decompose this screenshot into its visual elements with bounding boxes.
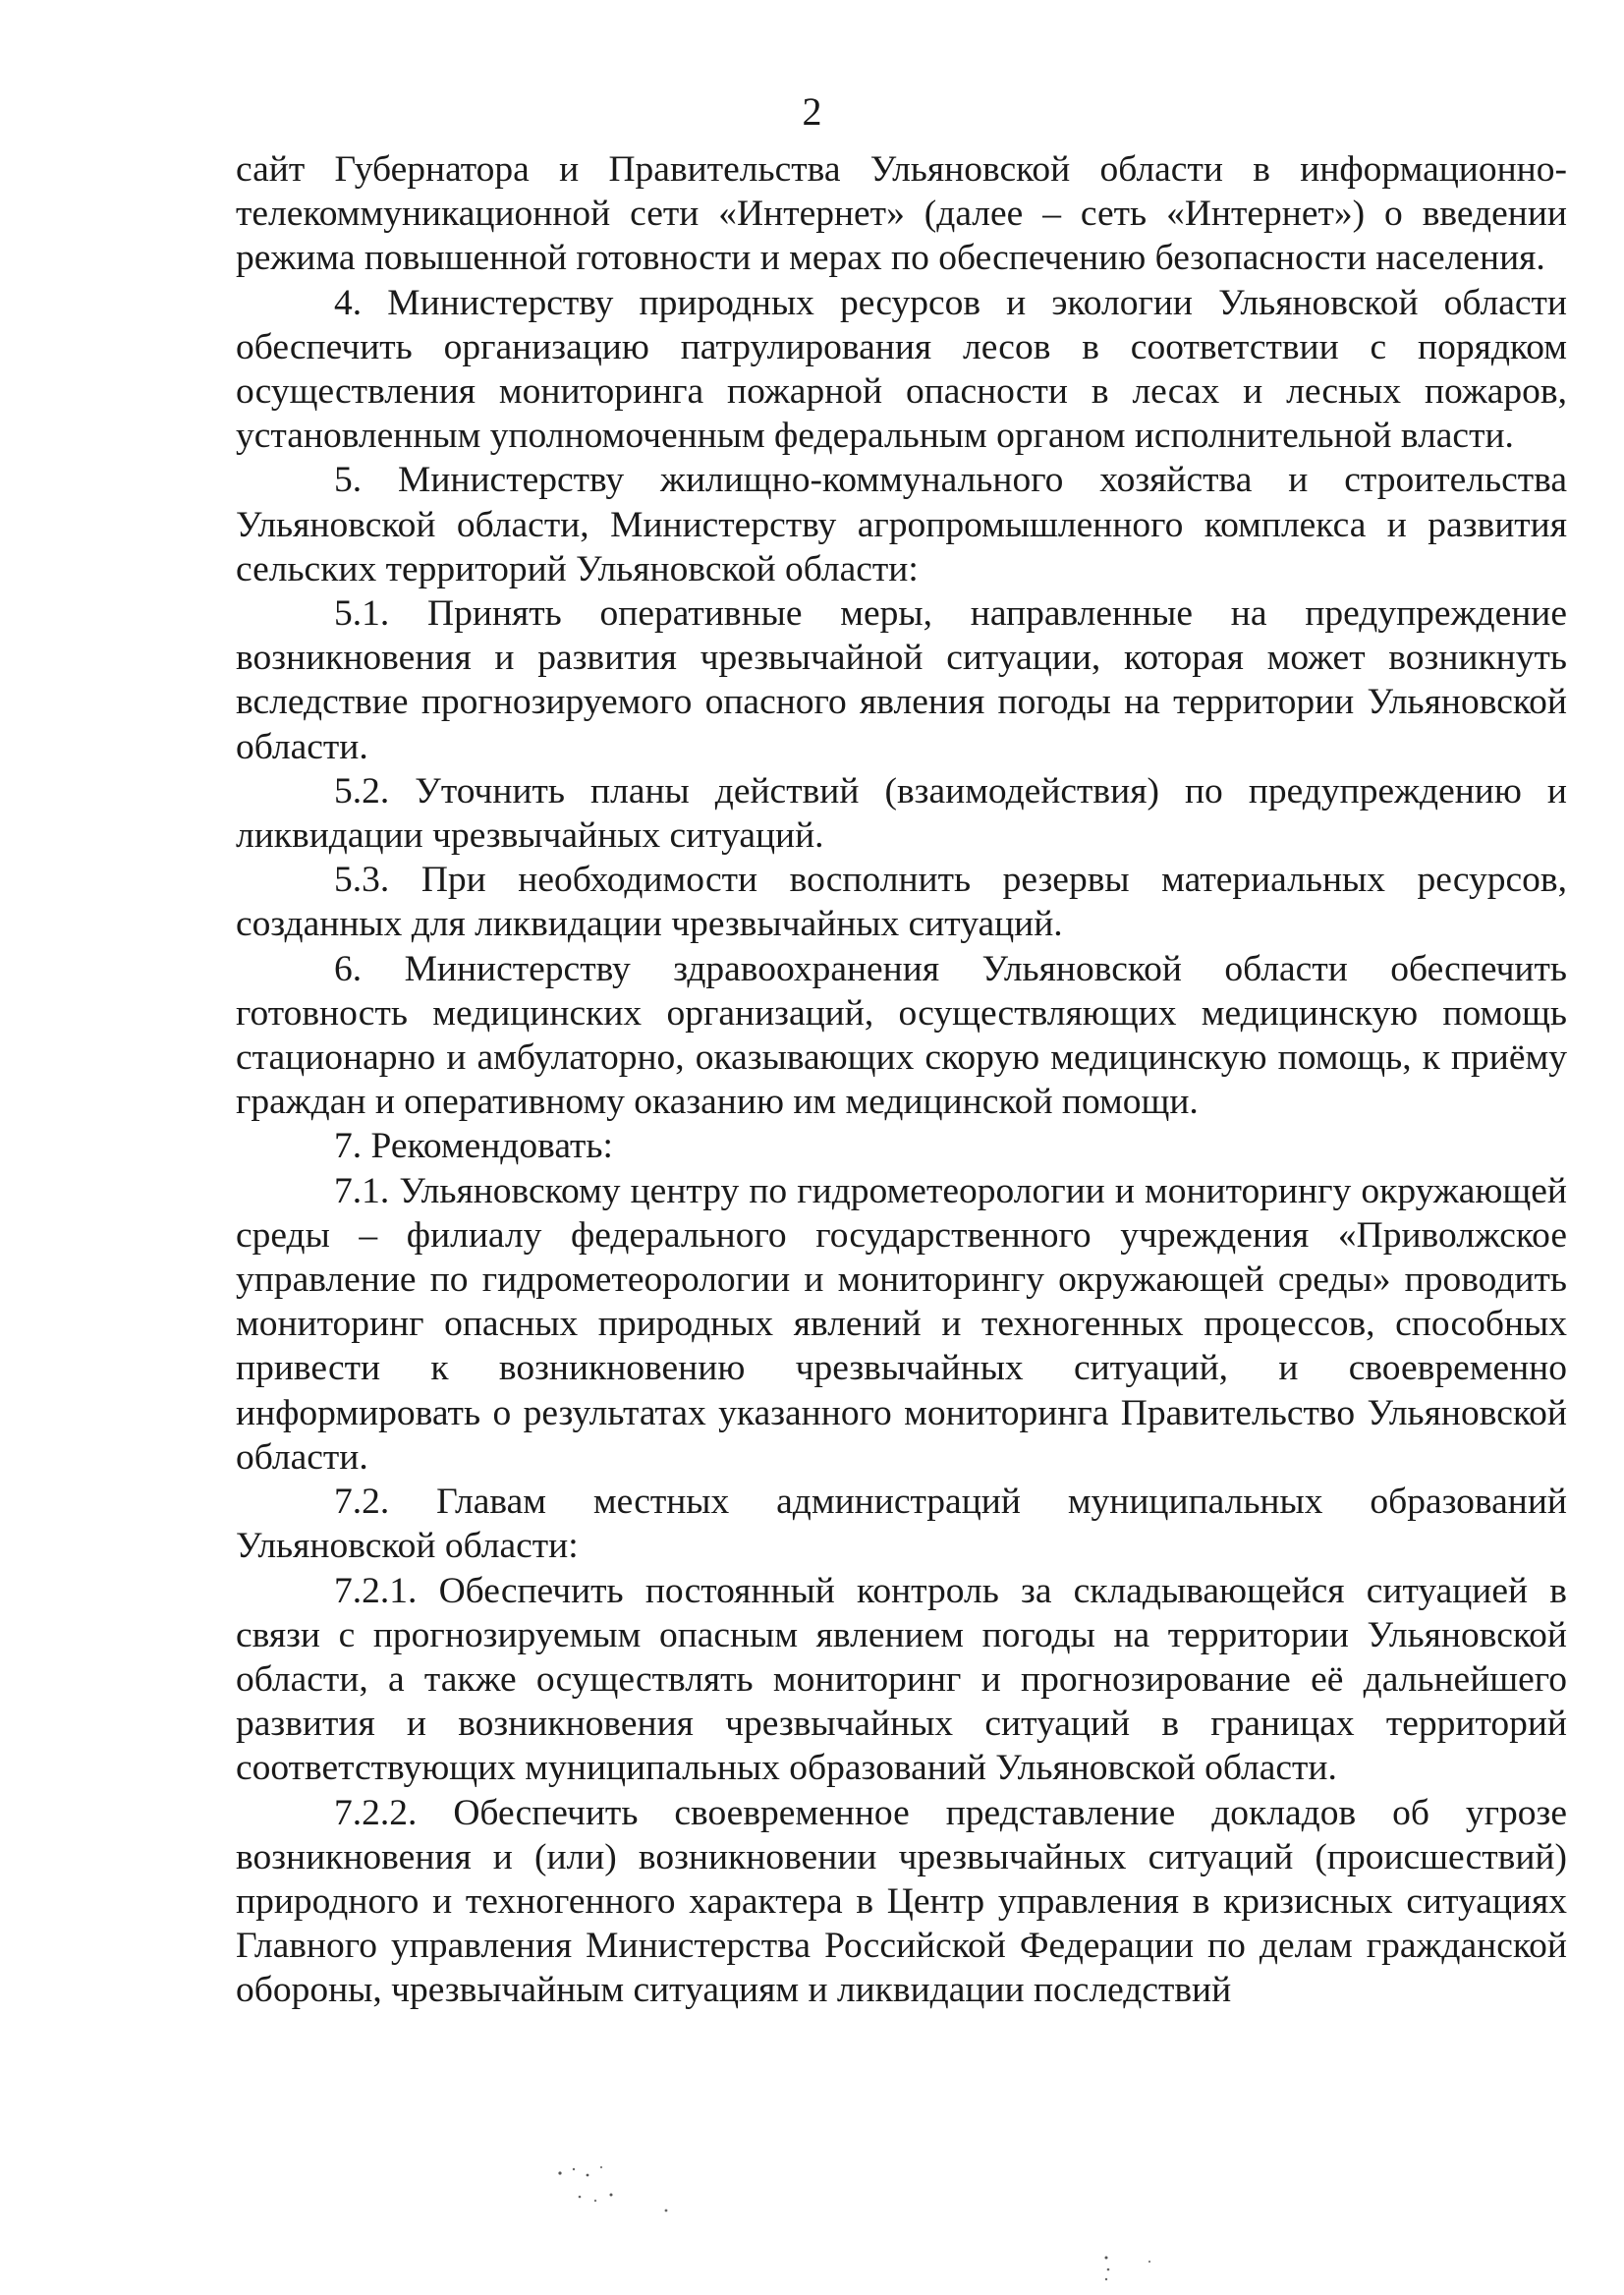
paragraph-item-5-2: 5.2. Уточнить планы действий (взаимодействия) по предупреждению и ликвидации чрезвычайных ситуаций.: [236, 770, 1567, 857]
scan-speckle-marks: [550, 2161, 688, 2220]
paragraph-item-5-1: 5.1. Принять оперативные меры, направленные на предупреждение возникновения и развития чрезвычайной ситуации, которая может возникнуть вследствие прогнозируемого опасного явления погоды на территории Ульяновской области.: [236, 593, 1567, 767]
paragraph-item-7: 7. Рекомендовать:: [334, 1126, 613, 1167]
paragraph-continuation: сайт Губернатора и Правительства Ульяновской области в информационно-телекоммуникационной сети «Интернет» (далее – сеть «Интернет») о введении режима повышенной готовности и мерах по обеспечению безопасности населения.: [236, 149, 1567, 279]
paragraph-item-4: 4. Министерству природных ресурсов и экологии Ульяновской области обеспечить организацию патрулирования лесов в соответствии с порядком осуществления мониторинга пожарной опасности в лесах и лесных пожаров, установленным уполномоченным федеральным органом исполнительной власти.: [236, 282, 1567, 457]
scan-speckle-marks-right: [1100, 2250, 1159, 2289]
document-body: [236, 147, 1567, 2013]
paragraph-item-7-2-1: 7.2.1. Обеспечить постоянный контроль за складывающейся ситуацией в связи с прогнозируемым опасным явлением погоды на территории Ульяновской области, а также осуществлять мониторинг и прогнозирование её дальнейшего развития и возникновения чрезвычайных ситуаций в границах территорий соответствующих муниципальных образований Ульяновской области.: [236, 1570, 1567, 1789]
page-number: 2: [802, 89, 822, 134]
paragraph-item-5-3: 5.3. При необходимости восполнить резервы материальных ресурсов, созданных для ликвидации чрезвычайных ситуаций.: [236, 860, 1567, 945]
paragraph-item-5: 5. Министерству жилищно-коммунального хозяйства и строительства Ульяновской области, Министерству агропромышленного комплекса и развития сельских территорий Ульяновской области:: [236, 460, 1567, 589]
paragraph-item-7-2: 7.2. Главам местных администраций муниципальных образований Ульяновской области:: [236, 1482, 1567, 1567]
paragraph-item-7-2-2: 7.2.2. Обеспечить своевременное представление докладов об угрозе возникновения и (или) возникновении чрезвычайных ситуаций (происшествий) природного и техногенного характера в Центр управления в кризисных ситуациях Главного управления Министерства Российской Федерации по делам гражданской обороны, чрезвычайным ситуациям и ликвидации последствий: [236, 1792, 1567, 2011]
paragraph-item-6: 6. Министерству здравоохранения Ульяновской области обеспечить готовность медицинских организаций, осуществляющих медицинскую помощь стационарно и амбулаторно, оказывающих скорую медицинскую помощь, к приёму граждан и оперативному оказанию им медицинской помощи.: [236, 948, 1567, 1123]
paragraph-item-7-1: 7.1. Ульяновскому центру по гидрометеорологии и мониторингу окружающей среды – филиалу федерального государственного учреждения «Приволжское управление по гидрометеорологии и мониторингу окружающей среды» проводить мониторинг опасных природных явлений и техногенных процессов, способных привести к возникновению чрезвычайных ситуаций, и своевременно информировать о результатах указанного мониторинга Правительство Ульяновской области.: [236, 1170, 1567, 1478]
